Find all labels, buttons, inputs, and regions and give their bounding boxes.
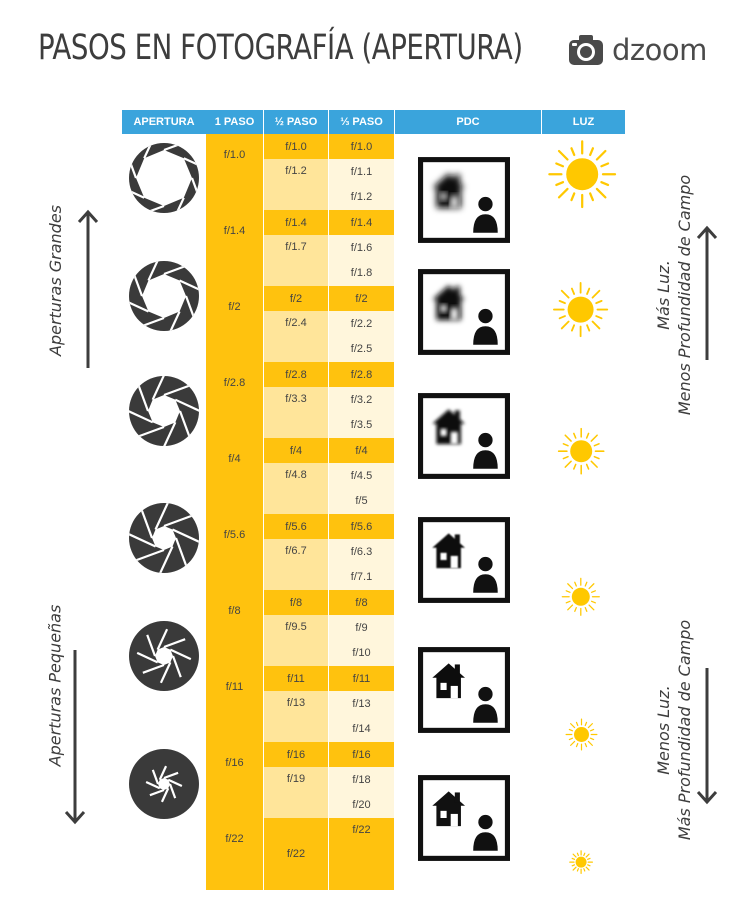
dof-frame-icon (418, 774, 510, 862)
luz-column (542, 134, 625, 890)
third-stop-cell: f/20 (329, 792, 394, 818)
column-header: ½ PASO (264, 110, 328, 134)
half-stop-cell: f/9.5 (264, 615, 328, 666)
dof-frame-icon (418, 392, 510, 480)
brand-logo (568, 32, 707, 68)
full-stop-value: f/1.0 (223, 149, 246, 161)
aperture-icon (127, 141, 201, 215)
full-stop-value: f/2 (228, 301, 241, 313)
half-stop-cell: f/2.4 (264, 311, 328, 362)
column-header: 1 PASO (206, 110, 263, 134)
half-stop-cell: f/6.7 (264, 539, 328, 590)
third-stop-cell: f/3.5 (329, 412, 394, 438)
third-stop-cell: f/1.8 (329, 260, 394, 286)
third-stop-cell: f/22 (329, 818, 394, 890)
third-stop-cell: f/1.0 (329, 134, 394, 159)
label-mas-luz: Más Luz. Menos Profundidad de Campo (654, 174, 695, 416)
column-header: ⅓ PASO (329, 110, 394, 134)
sun-icon (552, 281, 609, 338)
third-stop-cell: f/11 (329, 666, 394, 691)
dof-frame-icon (418, 268, 510, 356)
full-stop-value: f/11 (225, 681, 244, 693)
full-stop-value: f/4 (228, 453, 241, 465)
third-stop-cell: f/4.5 (329, 463, 394, 488)
label-aperturas-grandes: Aperturas Grandes (45, 204, 65, 356)
third-stop-cell: f/2.8 (329, 362, 394, 387)
full-stop-value: f/16 (225, 757, 244, 769)
third-stop-cell: f/10 (329, 640, 394, 666)
aperture-table (122, 110, 625, 890)
third-stop-cell: f/14 (329, 716, 394, 742)
sun-icon (565, 718, 598, 751)
full-stop-value: f/1.4 (223, 225, 246, 237)
full-stop-value: f/8 (228, 605, 241, 617)
third-stop-cell: f/6.3 (329, 539, 394, 564)
aperture-icon (127, 619, 201, 693)
third-stop-cell: f/5 (329, 488, 394, 514)
aperture-icon (127, 747, 201, 821)
half-stop-cell: f/4 (264, 438, 328, 463)
half-stop-cell: f/3.3 (264, 387, 328, 438)
third-stop-cell: f/5.6 (329, 514, 394, 539)
third-stop-cell: f/3.2 (329, 387, 394, 412)
column-header: APERTURA (122, 110, 206, 134)
third-stop-cell: f/7.1 (329, 564, 394, 590)
half-stop-cell: f/5.6 (264, 514, 328, 539)
third-stop-cell: f/1.4 (329, 210, 394, 235)
half-stop-cell: f/2.8 (264, 362, 328, 387)
arrow-up-left (77, 208, 99, 370)
full-stop-value: f/22 (225, 833, 244, 845)
arrow-up-right (696, 224, 718, 362)
half-stop-cell: f/13 (264, 691, 328, 742)
third-stop-cell: f/2.5 (329, 336, 394, 362)
aperture-icon (127, 501, 201, 575)
half-stop-cell: f/19 (264, 767, 328, 818)
label-menos-luz: Menos Luz. Más Profundidad de Campo (654, 619, 695, 841)
dof-frame-icon (418, 156, 510, 244)
half-stop-cell: f/22 (264, 818, 328, 890)
third-stop-cell: f/2 (329, 286, 394, 311)
half-stop-cell: f/2 (264, 286, 328, 311)
full-stop-value: f/5.6 (223, 529, 246, 541)
camera-icon (568, 34, 604, 66)
dof-frame-icon (418, 646, 510, 734)
third-stop-cell: f/9 (329, 615, 394, 640)
third-stop-cell: f/18 (329, 767, 394, 792)
label-aperturas-pequenas: Aperturas Pequeñas (45, 604, 65, 766)
third-stop-cell: f/8 (329, 590, 394, 615)
third-stop-cell: f/2.2 (329, 311, 394, 336)
column-header: PDC (395, 110, 541, 134)
aperture-icon (127, 259, 201, 333)
third-stop-cell: f/1.2 (329, 184, 394, 210)
half-stop-cell: f/8 (264, 590, 328, 615)
arrow-down-left (64, 648, 86, 826)
half-stop-cell: f/1.2 (264, 159, 328, 210)
sun-icon (557, 427, 605, 475)
brand-name: dzoom (612, 33, 707, 67)
aperture-icon (127, 374, 201, 448)
full-stop-value: f/2.8 (223, 377, 246, 389)
column-header: LUZ (542, 110, 625, 134)
sun-icon (547, 139, 617, 209)
third-stop-cell: f/1.1 (329, 159, 394, 184)
half-stop-cell: f/1.0 (264, 134, 328, 159)
third-stop-cell: f/13 (329, 691, 394, 716)
page-title: PASOS EN FOTOGRAFÍA (APERTURA) (38, 28, 523, 68)
arrow-down-right (696, 666, 718, 806)
third-stop-cell: f/4 (329, 438, 394, 463)
half-stop-cell: f/1.7 (264, 235, 328, 286)
full-stop-column (206, 134, 263, 890)
third-stop-cell: f/1.6 (329, 235, 394, 260)
third-stop-cell: f/16 (329, 742, 394, 767)
half-stop-cell: f/16 (264, 742, 328, 767)
half-stop-cell: f/1.4 (264, 210, 328, 235)
sun-icon (569, 850, 593, 874)
dof-frame-icon (418, 516, 510, 604)
half-stop-cell: f/11 (264, 666, 328, 691)
sun-icon (561, 577, 601, 617)
half-stop-cell: f/4.8 (264, 463, 328, 514)
